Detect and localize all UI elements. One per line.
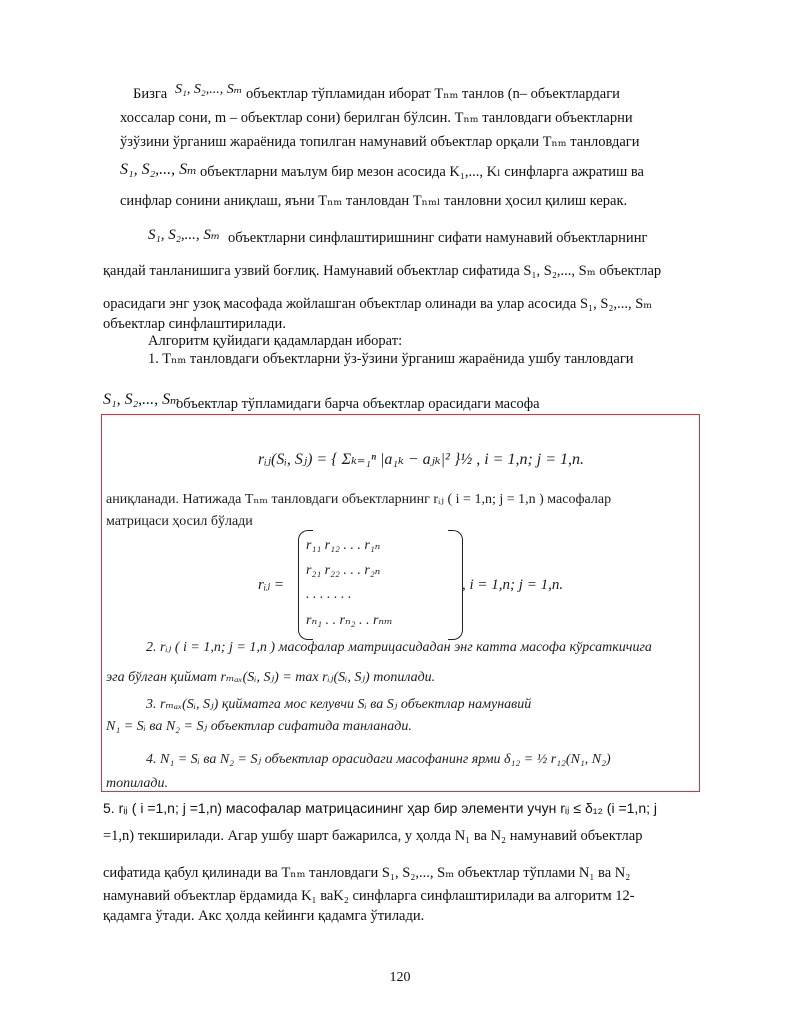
p1-line1-objects: S₁, S₂,..., Sₘ <box>175 82 243 97</box>
matrix-row-3: . . . . . . . <box>306 587 352 602</box>
p1-line1-text: объектлар тўпламидан иборат Tₙₘ танлов (n– объектлардаги <box>246 86 620 102</box>
step5-line2: =1,n) текширилади. Агар ушбу шарт бажарилса, у ҳолда N₁ ва N₂ намунавий объектлар <box>103 828 643 844</box>
p2-line3-text: орасидаги энг узоқ масофада жойлашган объектлар олинади ва улар асосида S₁, S₂,..., Sₘ <box>103 296 653 312</box>
p2-line1-objects: S₁, S₂,..., Sₘ <box>148 227 221 243</box>
matrix-row-1: r₁₁ r₁₂ . . . r₁ₙ <box>306 538 381 553</box>
matrix-row-2: r₂₁ r₂₂ . . . r₂ₙ <box>306 563 381 578</box>
p3-line1-text: Алгоритм қуйидаги қадамлардан иборат: <box>148 333 403 349</box>
p2-line1-text: объектларни синфлаштиришнинг сифати намунавий объектларнинг <box>228 230 648 246</box>
step5-line5: қадамга ўтади. Акс ҳолда кейинги қадамга ўтилади. <box>103 908 425 924</box>
matrix-right-bracket <box>448 530 463 640</box>
p1-line5-text: синфлар сонини аниқлаш, яъни Tₙₘ танловдан Tₙₘₗ танловни ҳосил қилиш керак. <box>120 193 628 209</box>
p1-line4-objects: S₁, S₂,..., Sₘ <box>120 161 197 178</box>
boxed-line-a: аниқланади. Натижада Tₙₘ танловдаги объектларнинг rᵢⱼ ( i = 1,n; j = 1,n ) масофалар <box>106 492 612 507</box>
p1-line3-text: ўзўзини ўрганиш жараёнида топилган намунавий объектлар орқали Tₙₘ танловдаги <box>120 134 640 150</box>
p3-line3-text: объектлар тўпламидаги барча объектлар орасидаги масофа <box>176 396 540 412</box>
step4-line1: 4. N₁ = Sᵢ ва N₂ = Sⱼ объектлар орасидаги масофанинг ярми δ₁₂ = ½ r₁₂(N₁, N₂) <box>146 752 611 767</box>
step3-line2: N₁ = Sᵢ ва N₂ = Sⱼ объектлар сифатида танланади. <box>106 719 412 734</box>
step2-line2: эга бўлган қиймат rₘₐₓ(Sᵢ, Sⱼ) = max rᵢⱼ(Sᵢ, Sⱼ) топилади. <box>106 670 436 685</box>
step4-line2: топилади. <box>106 776 168 791</box>
step5-line3: сифатида қабул қилинади ва Tₙₘ танловдаги S₁, S₂,..., Sₘ объектлар тўплами N₁ ва N₂ <box>103 865 631 881</box>
matrix-suffix: , i = 1,n; j = 1,n. <box>462 577 564 593</box>
p2-line4-text: объектлар синфлаштирилади. <box>103 316 286 332</box>
step2-line1: 2. rᵢⱼ ( i = 1,n; j = 1,n ) масофалар матрицасидадан энг катта масофа кўрсаткичига <box>146 640 652 655</box>
step5-line4: намунавий объектлар ёрдамида K₁ ваK₂ синфларга синфлаштирилади ва алгоритм 12- <box>103 888 635 904</box>
p3-line3-objects: S₁, S₂,..., Sₘ <box>103 391 180 408</box>
p3-line2-text: 1. Tₙₘ танловдаги объектларни ўз-ўзини ўрганиш жараёнида ушбу танловдаги <box>148 351 634 367</box>
step3-line1: 3. rₘₐₓ(Sᵢ, Sⱼ) қийматга мос келувчи Sᵢ ва Sⱼ объектлар намунавий <box>146 697 532 712</box>
p2-line2-text: қандай танланишига узвий боғлиқ. Намунавий объектлар сифатида S₁, S₂,..., Sₘ объектлар <box>103 263 662 279</box>
p1-line2-text: хоссалар сони, m – объектлар сони) берилган бўлсин. Tₙₘ танловдаги объектларни <box>120 110 633 126</box>
distance-formula: rᵢⱼ(Sᵢ, Sⱼ) = { Σₖ₌₁ⁿ |a₁ₖ − aⱼₖ|² }½ , i = 1,n; j = 1,n. <box>258 451 585 468</box>
matrix-row-4: rₙ₁ . . rₙ₂ . . rₙₘ <box>306 613 393 628</box>
p1-line1-prefix: Бизга <box>133 86 168 102</box>
step5-line1: 5. rᵢⱼ ( i =1,n; j =1,n) масофалар матрицасининг ҳар бир элементи учун rᵢⱼ ≤ δ₁₂ (i =1,n; j <box>103 800 657 816</box>
boxed-line-b: матрицаси ҳосил бўлади <box>106 514 253 529</box>
matrix-label: rᵢⱼ = <box>258 577 285 593</box>
page-number: 120 <box>389 970 411 985</box>
p1-line4-text: объектларни маълум бир мезон асосида K₁,..., Kₗ синфларга ажратиш ва <box>200 164 644 180</box>
